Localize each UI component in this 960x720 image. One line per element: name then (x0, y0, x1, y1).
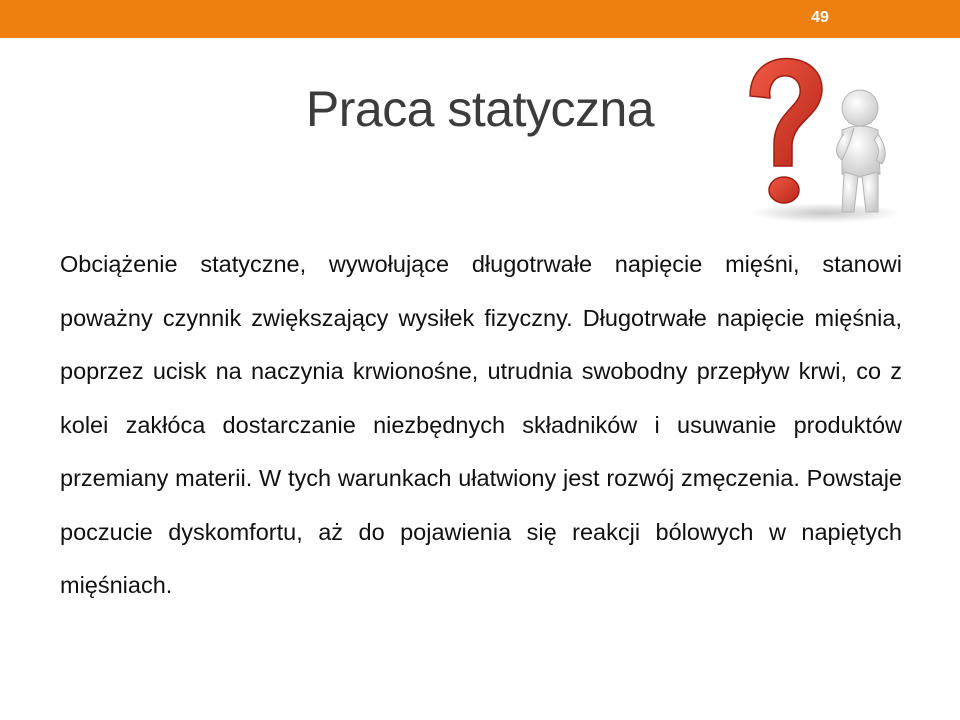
question-mark-figure-icon (730, 48, 910, 228)
body-paragraph: Obciążenie statyczne, wywołujące długotrwałe napięcie mięśni, stanowi poważny czynnik zwiększający wysiłek fizyczny. Długotrwałe napięcie mięśnia, poprzez ucisk na naczynia krwionośne, utrudnia swobodny przepływ krwi, co z kolei zakłóca dostarczanie niezbędnych składników i usuwanie produktów przemiany materii. W tych warunkach ułatwiony jest rozwój zmęczenia. Powstaje poczucie dyskomfortu, aż do pojawienia się reakcji bólowych w napiętych mięśniach. (60, 251, 902, 598)
page-title: Praca statyczna (305, 81, 655, 137)
page-number: 49 (811, 9, 829, 26)
header-bar (0, 0, 960, 38)
